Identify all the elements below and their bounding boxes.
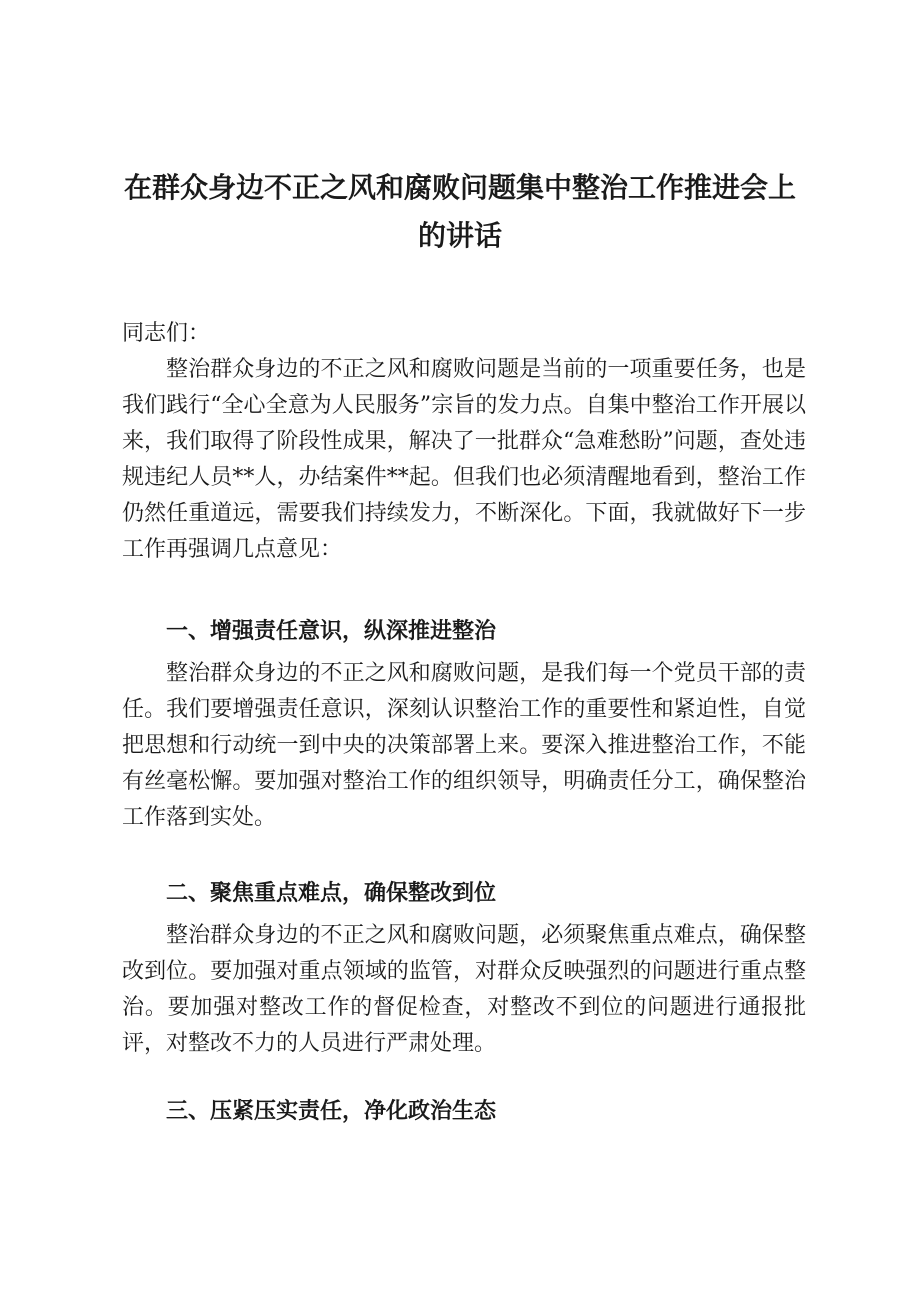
section-1-heading: 一、增强责任意识，纵深推进整治	[166, 619, 497, 644]
document-title-line-1: 在群众身边不正之风和腐败问题集中整治工作推进会上	[123, 171, 796, 204]
document-title-line-2: 的讲话	[417, 219, 502, 252]
section-1-paragraph: 整治群众身边的不正之风和腐败问题，是我们每一个党员干部的责任。我们要增强责任意识，深刻认识整治工作的重要性和紧迫性，自觉把思想和行动统一到中央的决策部署上来。要深入推进整治工作，不能有丝毫松懈。要加强对整治工作的组织领导，明确责任分工，确保整治工作落到实处。	[122, 661, 806, 830]
section-2-paragraph: 整治群众身边的不正之风和腐败问题，必须聚焦重点难点，确保整改到位。要加强对重点领域的监管，对群众反映强烈的问题进行重点整治。要加强对整改工作的督促检查，对整改不到位的问题进行通报批评，对整改不力的人员进行严肃处理。	[122, 923, 806, 1056]
section-3-heading: 三、压紧压实责任，净化政治生态	[166, 1099, 497, 1124]
intro-paragraph: 整治群众身边的不正之风和腐败问题是当前的一项重要任务，也是我们践行“全心全意为人民服务”宗旨的发力点。自集中整治工作开展以来，我们取得了阶段性成果，解决了一批群众“急难愁盼”问题，查处违规违纪人员**人，办结案件**起。但我们也必须清醒地看到，整治工作仍然任重道远，需要我们持续发力，不断深化。下面，我就做好下一步工作再强调几点意见：	[122, 357, 806, 562]
salutation: 同志们：	[122, 321, 211, 346]
section-2-heading: 二、聚焦重点难点，确保整改到位	[166, 881, 497, 906]
